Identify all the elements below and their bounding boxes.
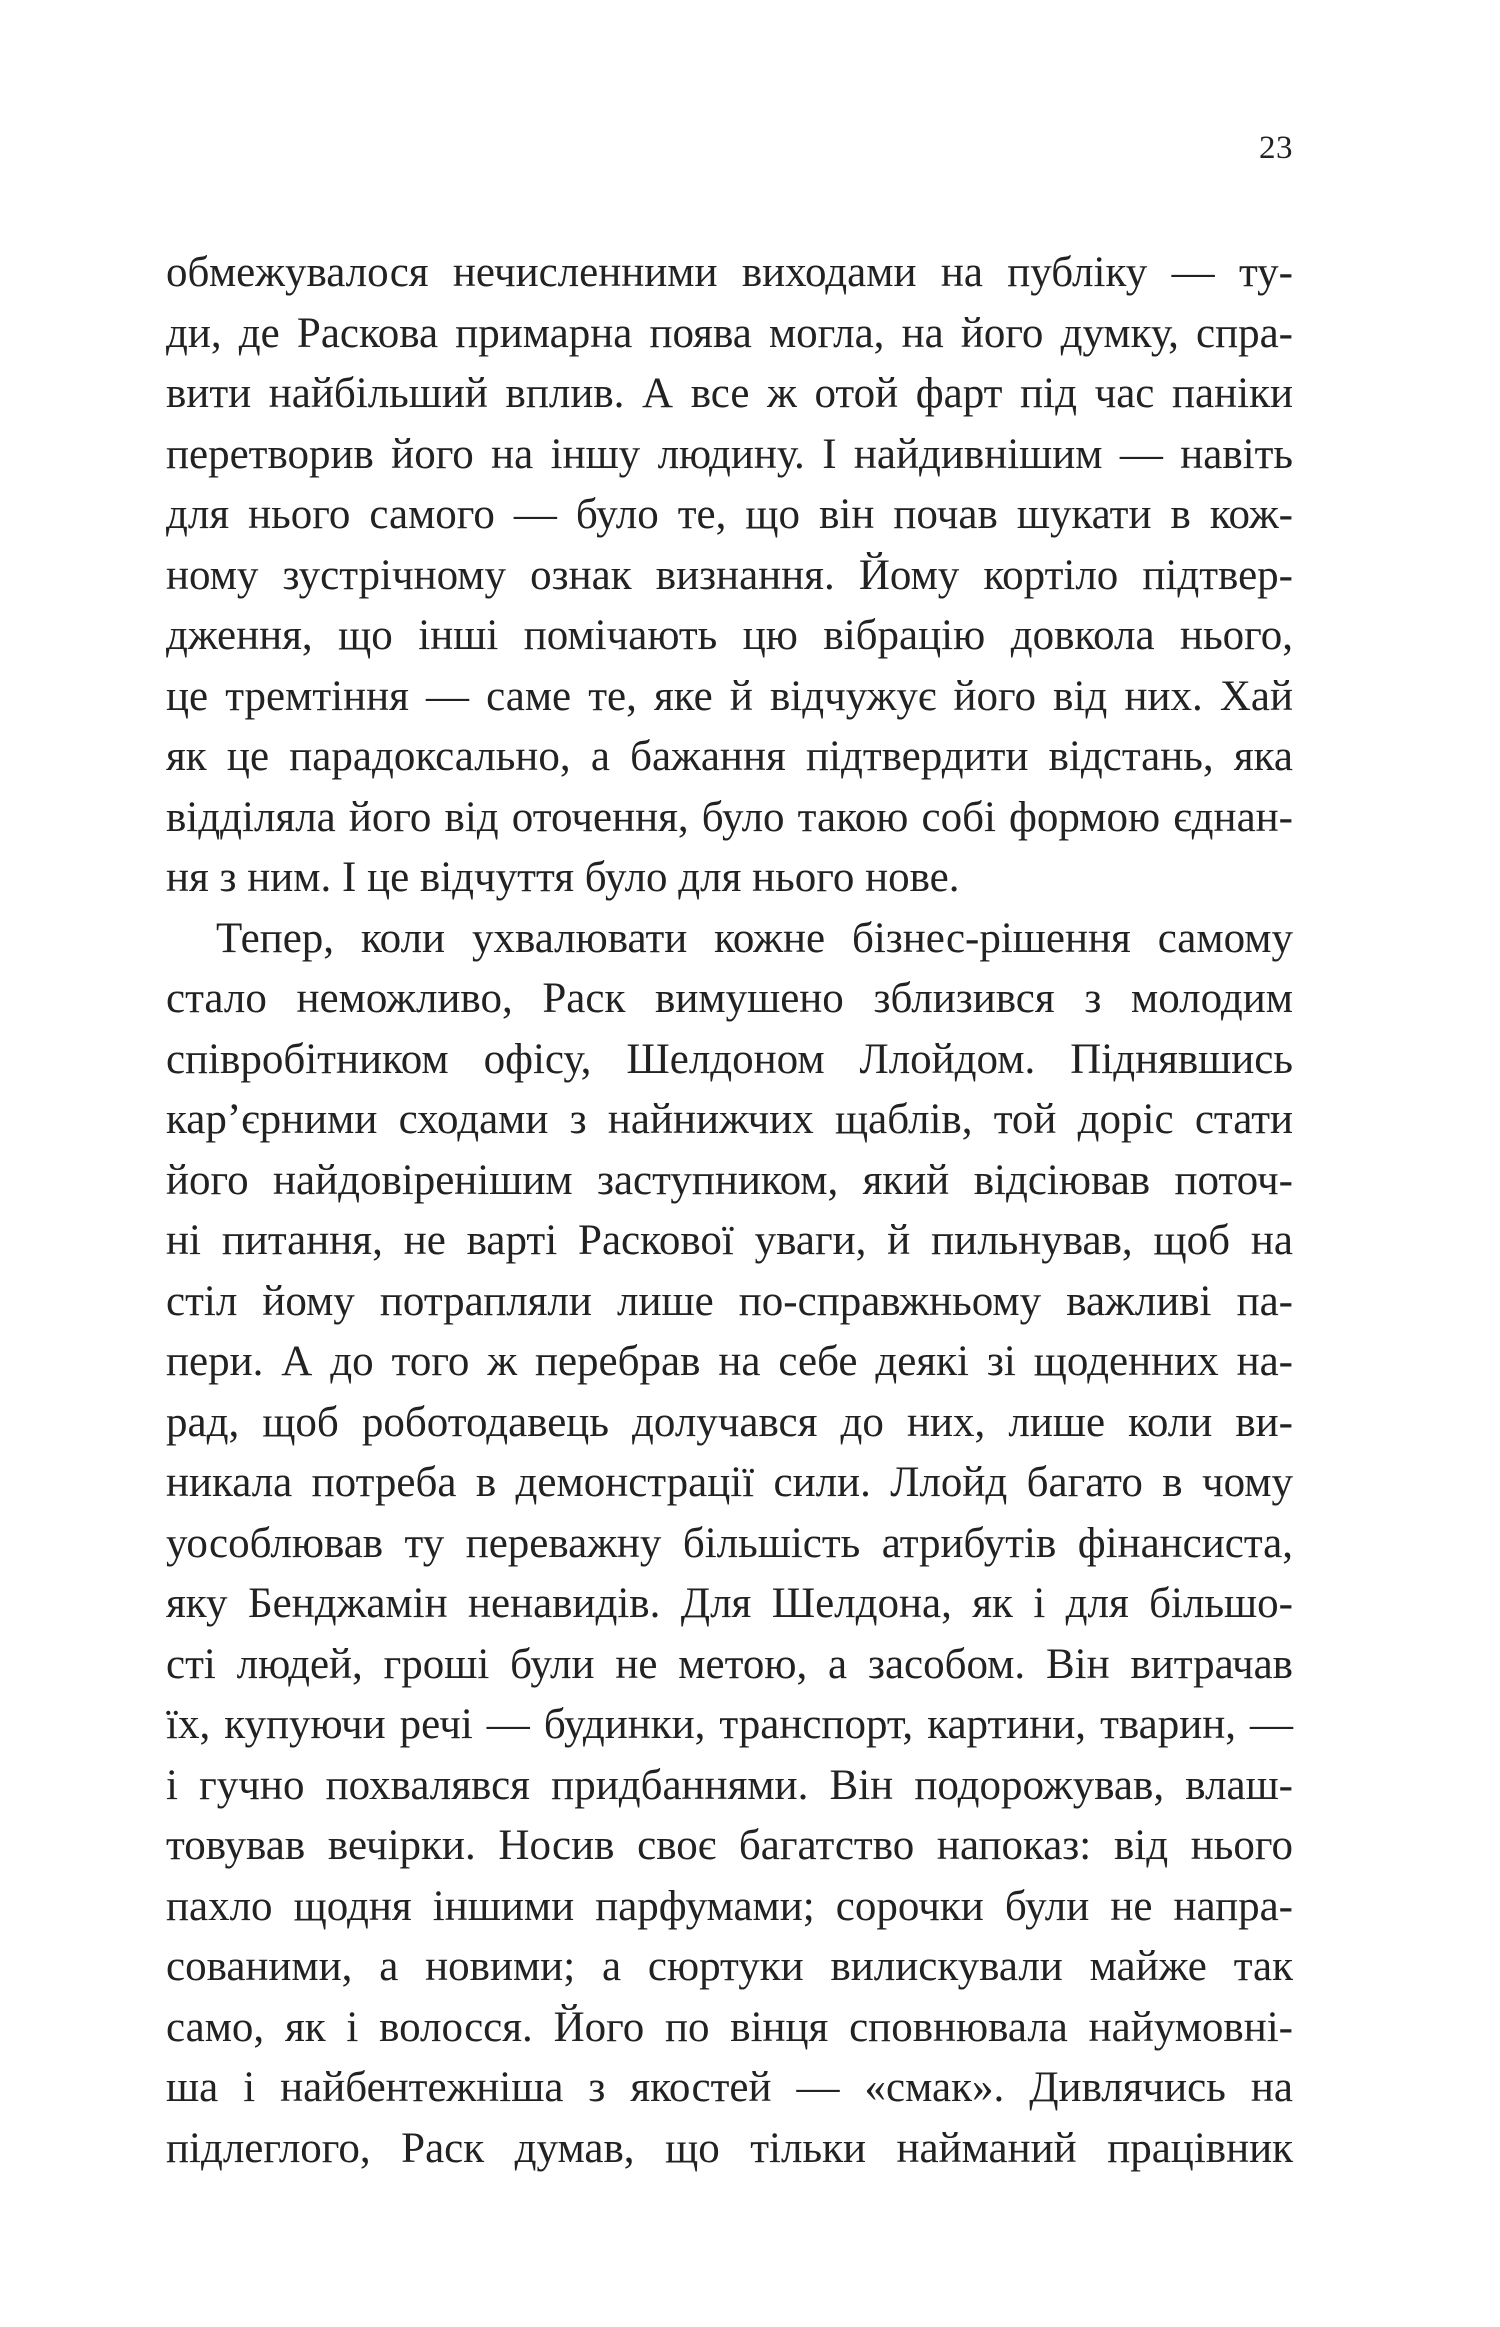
text-line: никала потреба в демонстрації сили. Ллойд багато в чому [166, 1459, 1293, 1506]
text-line: співробітником офісу, Шелдоном Ллойдом. Піднявшись [166, 1035, 1293, 1083]
page-number: 23 [1259, 130, 1293, 166]
text-line: товував вечірки. Носив своє багатство напоказ: від нього [166, 1822, 1293, 1869]
text-line: перетворив його на іншу людину. І найдивнішим — навіть [166, 430, 1293, 478]
text-line: кар’єрними сходами з найнижчих щаблів, той доріс стати [166, 1096, 1293, 1143]
text-line: відділяла його від оточення, було такою собі формою єднан- [166, 793, 1293, 841]
text-line: пахло щодня іншими парфумами; сорочки були не напра- [166, 1882, 1293, 1930]
text-line: уособлював ту переважну більшість атрибутів фінансиста, [166, 1519, 1293, 1567]
text-line: ному зустрічному ознак визнання. Йому кортіло підтвер- [166, 551, 1293, 599]
text-line: пери. А до того ж перебрав на себе деякі зі щоденних на- [166, 1338, 1293, 1385]
text-line: для нього самого — було те, що він почав шукати в кож- [166, 491, 1293, 538]
text-line: і гучно похвалявся придбаннями. Він подорожував, влаш- [166, 1761, 1293, 1809]
text-line: яку Бенджамін ненавидів. Для Шелдона, як і для більшо- [166, 1580, 1293, 1627]
text-line: рад, щоб роботодавець долучався до них, лише коли ви- [166, 1398, 1293, 1446]
text-line: обмежувалося нечисленними виходами на публіку — ту- [166, 249, 1293, 296]
text-line: підлеглого, Раск думав, що тільки найманий працівник [166, 2124, 1293, 2172]
text-line: ди, де Раскова примарна поява могла, на його думку, спра- [166, 309, 1293, 357]
text-line: ня з ним. І це відчуття було для нього нове. [166, 854, 960, 901]
text-line: само, як і волосся. Його по вінця сповнювала найумовні- [166, 2003, 1293, 2051]
text-line: сті людей, гроші були не метою, а засобом. Він витрачав [166, 1640, 1293, 1688]
body-text [166, 243, 1293, 2179]
text-line: Тепер, коли ухвалювати кожне бізнес-рішення самому [216, 914, 1293, 962]
text-line: як це парадоксально, а бажання підтвердити відстань, яка [166, 733, 1293, 780]
text-line: його найдовіренішим заступником, який відсіював поточ- [166, 1156, 1293, 1204]
text-line: ша і найбентежніша з якостей — «смак». Дивлячись на [166, 2064, 1293, 2111]
text-line: сованими, а новими; а сюртуки вилискували майже так [166, 1943, 1293, 1990]
text-line: їх, купуючи речі — будинки, транспорт, картини, тварин, — [166, 1701, 1293, 1748]
text-line: це тремтіння — саме те, яке й відчужує його від них. Хай [166, 672, 1293, 720]
text-line: стало неможливо, Раск вимушено зблизився з молодим [166, 975, 1293, 1022]
text-line: вити найбільший вплив. А все ж отой фарт під час паніки [166, 370, 1293, 417]
text-line: дження, що інші помічають цю вібрацію довкола нього, [166, 612, 1293, 659]
text-line: ні питання, не варті Раскової уваги, й пильнував, щоб на [166, 1217, 1293, 1264]
text-line: стіл йому потрапляли лише по-справжньому важливі па- [166, 1277, 1293, 1325]
